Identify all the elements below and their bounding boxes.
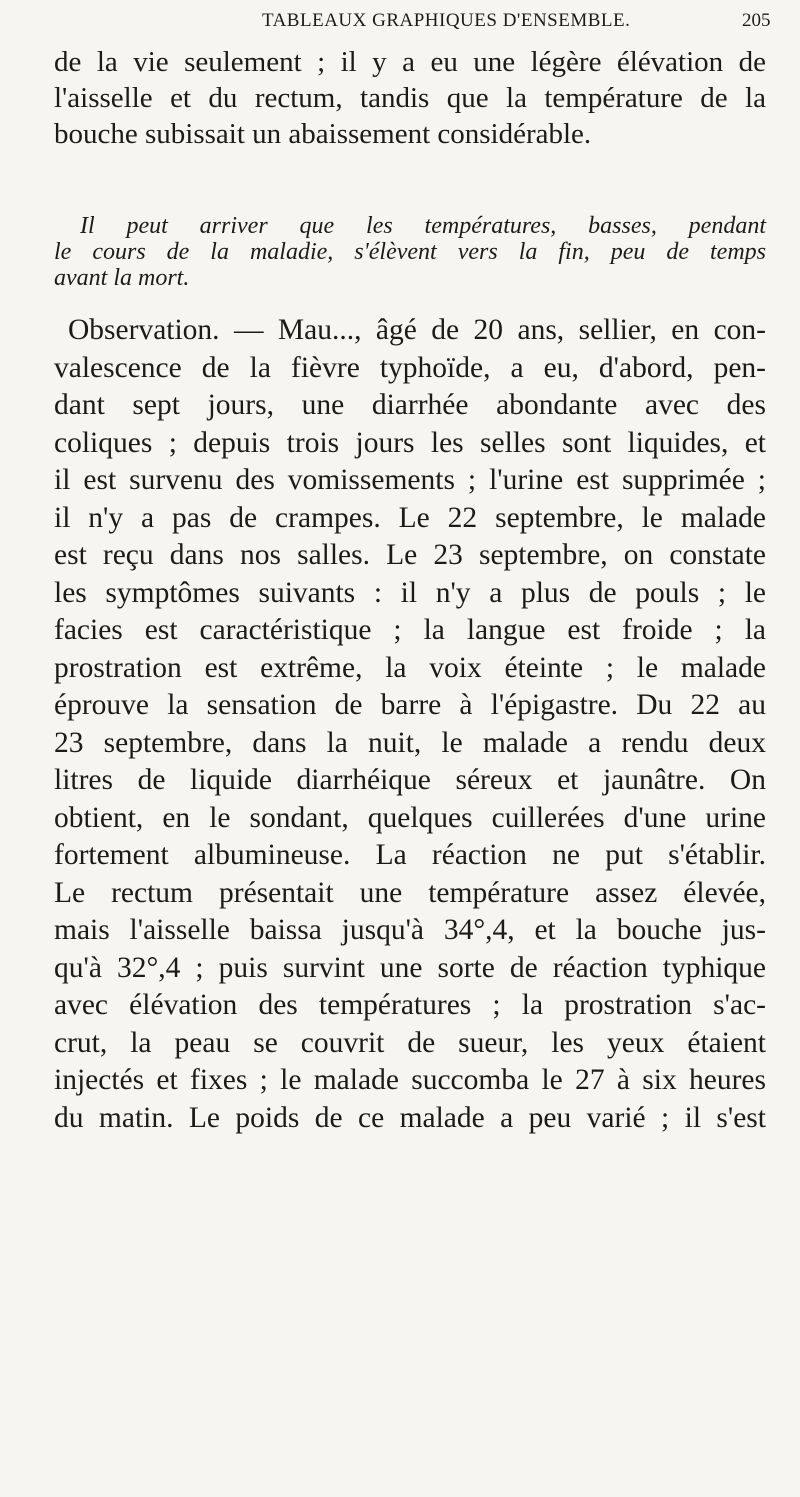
text-line: est reçu dans nos salles. Le 23 septembre, on constate xyxy=(54,539,766,571)
text-line: le cours de la maladie, s'élèvent vers la fin, peu de temps xyxy=(54,239,766,265)
paragraph-continuation xyxy=(54,44,766,152)
text-line: les symptômes suivants : il n'y a plus de pouls ; le xyxy=(54,576,766,609)
text-line: dant sept jours, une diarrhée abondante avec des xyxy=(54,389,766,421)
text-line: bouche subissait un abaissement considérable. xyxy=(54,118,592,150)
text-line: Il peut arriver que les températures, basses, pendant xyxy=(80,213,766,239)
text-line: avant la mort. xyxy=(54,265,190,291)
text-line: de la vie seulement ; il y a eu une légère élévation de xyxy=(54,46,766,78)
text-line: il n'y a pas de crampes. Le 22 septembre, le malade xyxy=(54,501,766,534)
text-line: Observation. — Mau..., âgé de 20 ans, sellier, en con- xyxy=(68,314,766,346)
running-head xyxy=(0,6,792,36)
observation-paragraph xyxy=(54,312,766,1137)
text-line: il est survenu des vomissements ; l'urine est supprimée ; xyxy=(54,464,766,496)
text-line: litres de liquide diarrhéique séreux et jaunâtre. On xyxy=(54,764,766,796)
text-line: injectés et fixes ; le malade succomba le 27 à six heures xyxy=(54,1064,766,1096)
running-head-title: TABLEAUX GRAPHIQUES D'ENSEMBLE. xyxy=(262,10,631,31)
italic-statement xyxy=(54,213,766,291)
text-line: crut, la peau se couvrit de sueur, les yeux étaient xyxy=(54,1026,766,1059)
text-line: éprouve la sensation de barre à l'épigastre. Du 22 au xyxy=(54,689,766,721)
text-line: valescence de la fièvre typhoïde, a eu, d'abord, pen- xyxy=(54,351,766,384)
text-line: 23 septembre, dans la nuit, le malade a rendu deux xyxy=(54,726,766,759)
text-line: Le rectum présentait une température assez élevée, xyxy=(54,876,766,909)
text-line: mais l'aisselle baissa jusqu'à 34°,4, et la bouche jus- xyxy=(54,914,766,946)
text-line: avec élévation des températures ; la prostration s'ac- xyxy=(54,989,766,1021)
text-line: l'aisselle et du rectum, tandis que la température de la xyxy=(54,82,766,114)
text-line: prostration est extrême, la voix éteinte ; le malade xyxy=(54,651,766,684)
text-line: facies est caractéristique ; la langue est froide ; la xyxy=(54,614,766,646)
text-line: du matin. Le poids de ce malade a peu varié ; il s'est xyxy=(54,1101,766,1134)
text-line: fortement albumineuse. La réaction ne put s'établir. xyxy=(54,839,766,871)
text-line: qu'à 32°,4 ; puis survint une sorte de réaction typhique xyxy=(54,951,766,984)
text-line: obtient, en le sondant, quelques cuillerées d'une urine xyxy=(54,801,766,834)
text-line: coliques ; depuis trois jours les selles sont liquides, et xyxy=(54,426,766,459)
page-number: 205 xyxy=(742,10,771,31)
